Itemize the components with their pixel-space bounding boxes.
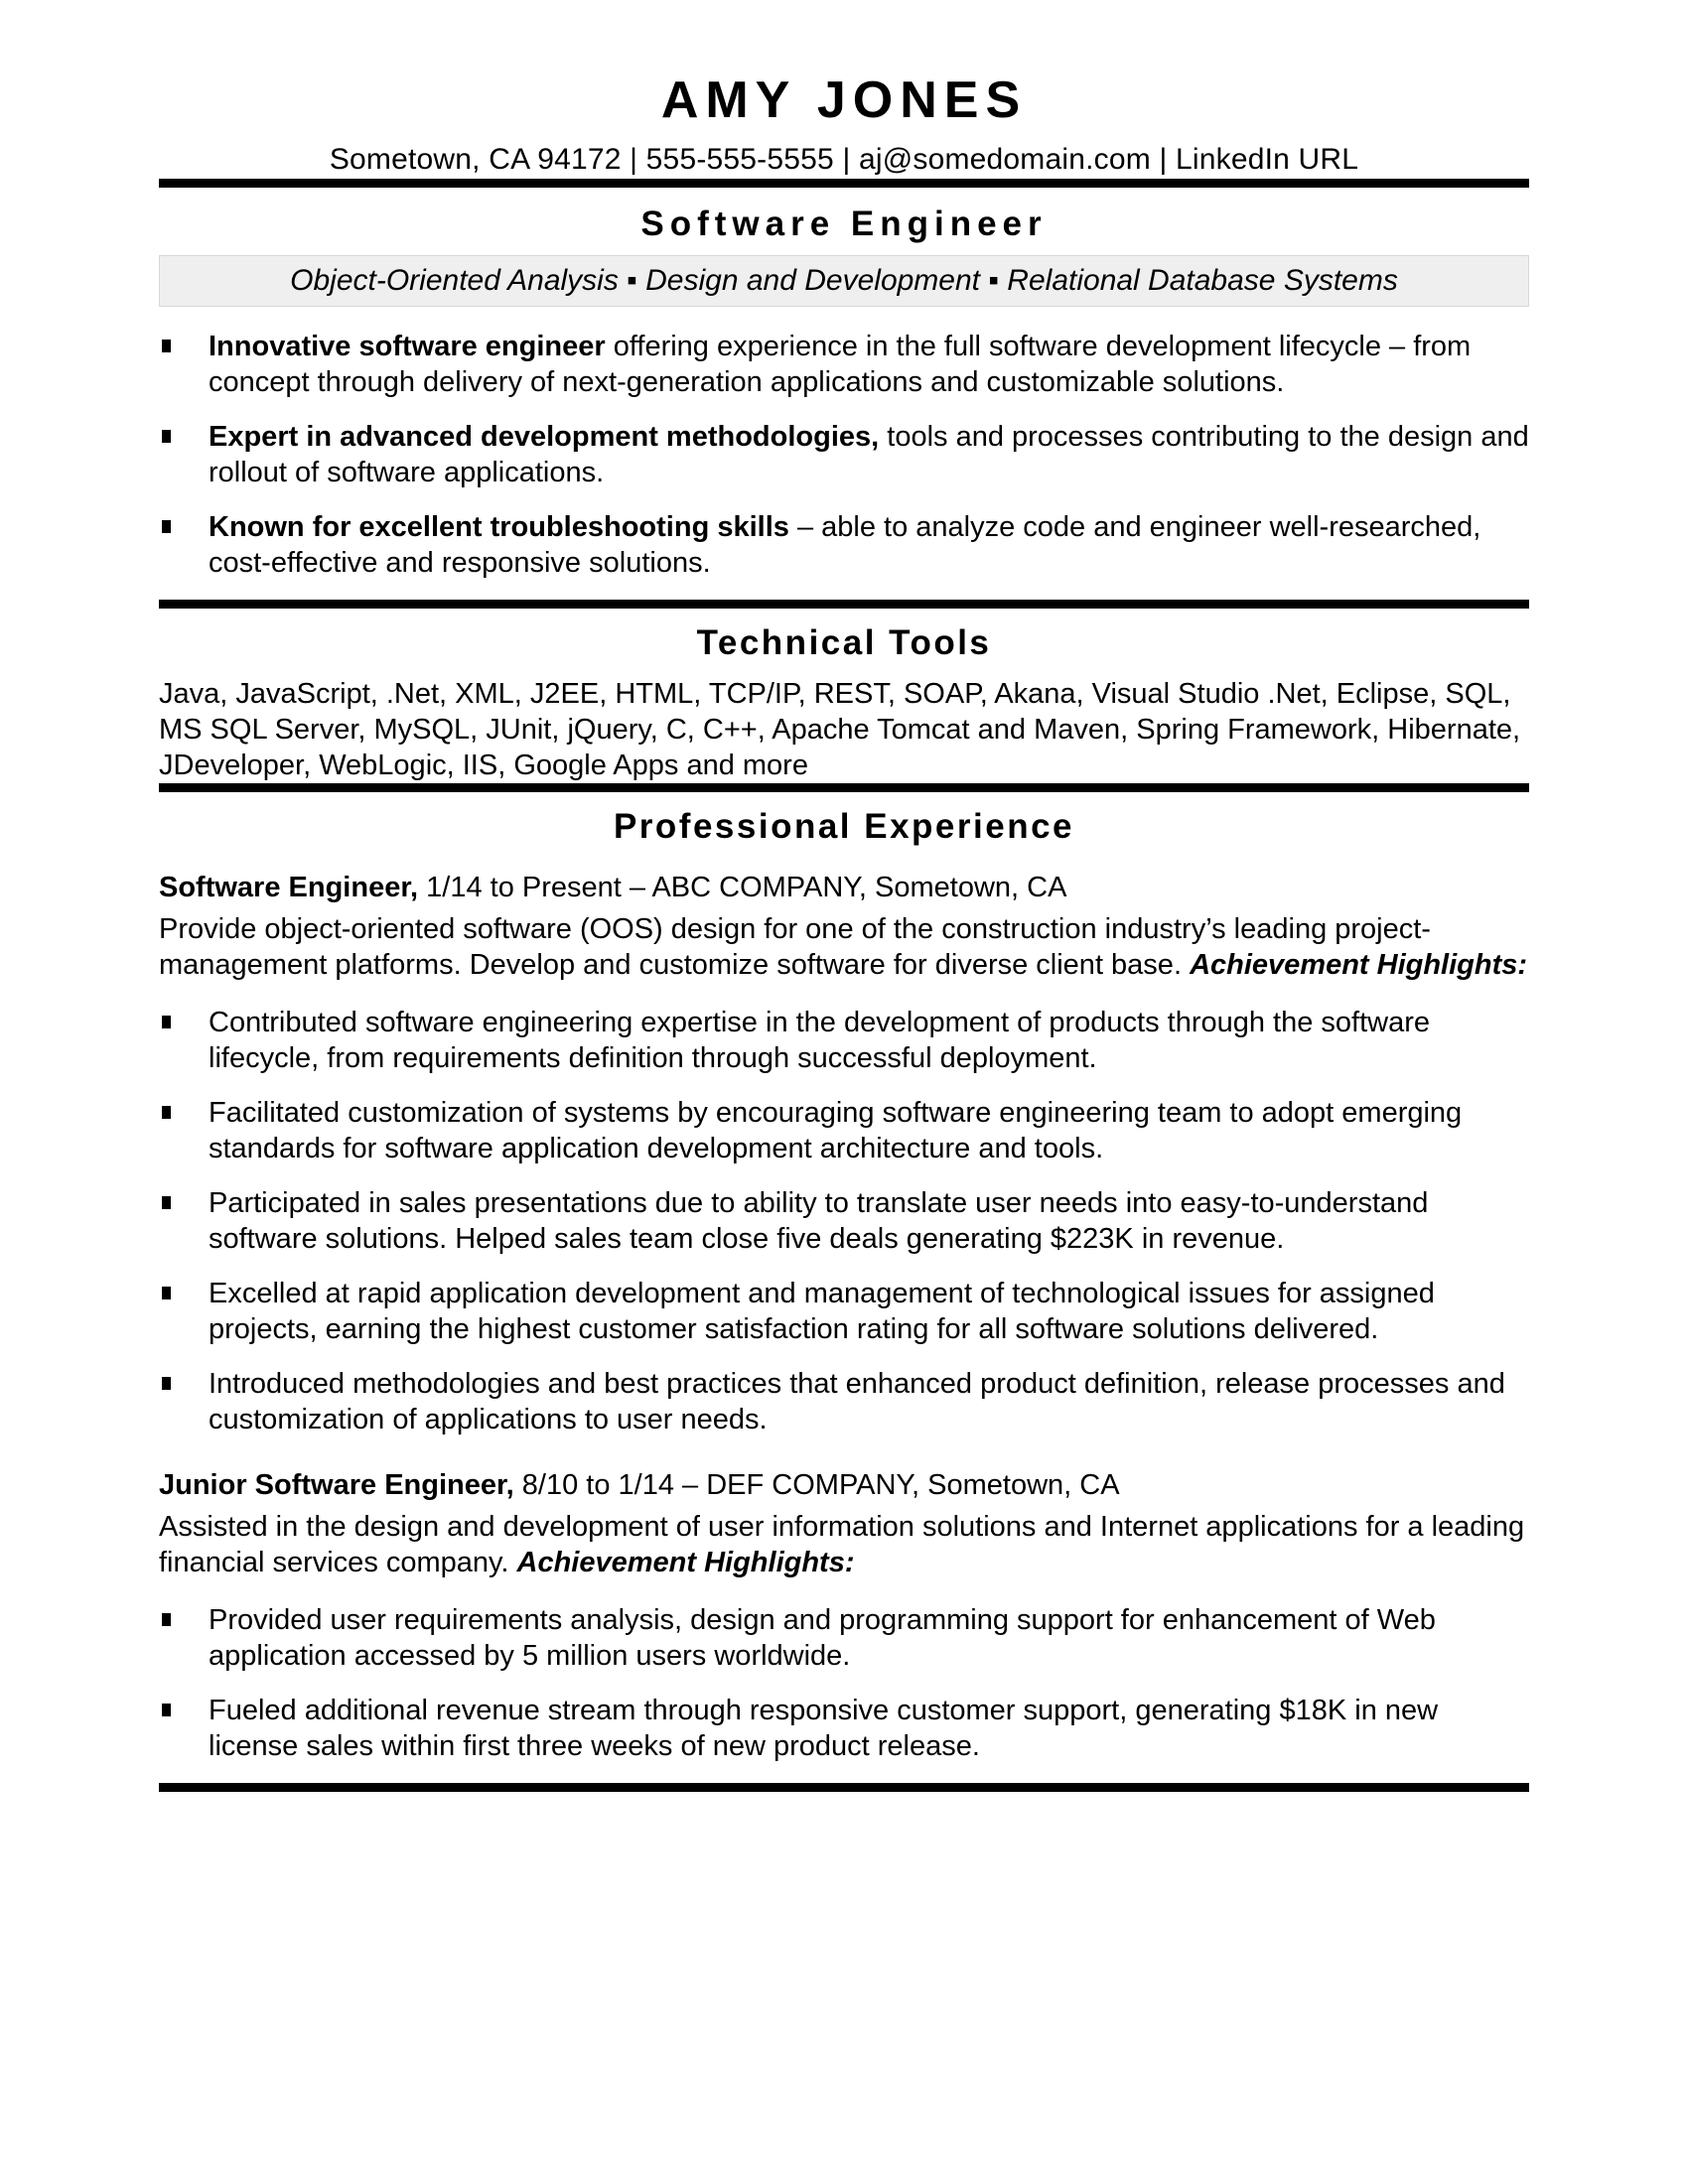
job-bullet-item: [159, 1693, 1529, 1764]
job-bullet-item: [159, 1095, 1529, 1166]
job-bullet-list: [159, 1602, 1529, 1764]
bullet-square-icon: [162, 1704, 171, 1716]
job-description: [159, 911, 1529, 983]
header-divider: [159, 179, 1529, 188]
job-description: [159, 1509, 1529, 1580]
job-bullet-item: [159, 1276, 1529, 1347]
technical-tools-text: Java, JavaScript, .Net, XML, J2EE, HTML, TCP/IP, REST, SOAP, Akana, Visual Studio .Net, Eclipse, SQL, MS SQL Server, MySQL, JUnit, jQuery, C, C++, Apache Tomcat and Maven, Spring Framework, Hibernate, JDeveloper, WebLogic, IIS, Google Apps and more: [159, 678, 1521, 781]
job-description-text: Provide object-oriented software (OOS) design for one of the construction industry’s leading project- management platforms. Develop and customize software for diverse client base.: [159, 913, 1431, 981]
job-bullet-text: Introduced methodologies and best practices that enhanced product definition, release processes and customization of applications to user needs.: [209, 1368, 1505, 1435]
candidate-name: AMY JONES: [660, 71, 1028, 129]
job-bullet-list: [159, 1005, 1529, 1437]
achievement-highlights-label: Achievement Highlights:: [516, 1547, 855, 1578]
job-bullet-item: [159, 1005, 1529, 1076]
summary-bullet-rest: tools and processes contributing to the design and rollout of software applications.: [209, 421, 1529, 488]
section-divider: [159, 600, 1529, 609]
contact-line: Sometown, CA 94172 | 555-555-5555 | aj@somedomain.com | LinkedIn URL: [329, 143, 1359, 176]
footer-divider: [159, 1783, 1529, 1792]
job-bullet-item: [159, 1602, 1529, 1674]
summary-bullet-lead: Expert in advanced development methodologies,: [209, 421, 880, 453]
bullet-square-icon: [162, 1377, 171, 1390]
bullet-square-icon: [162, 1106, 171, 1119]
summary-bullet-rest: – able to analyze code and engineer well-researched, cost-effective and responsive solutions.: [209, 511, 1481, 579]
bullet-square-icon: [162, 340, 171, 352]
job-bullet-item: [159, 1366, 1529, 1437]
job-title: Software Engineer,: [159, 872, 419, 903]
bullet-square-icon: [162, 1287, 171, 1299]
job-bullet-text: Excelled at rapid application development and management of technological issues for assigned projects, earning the highest customer satisfaction rating for all software solutions delivered.: [209, 1278, 1435, 1345]
summary-bullet-item: [159, 329, 1529, 400]
section-heading-professional-experience: Professional Experience: [613, 807, 1075, 846]
summary-bullet-item: [159, 509, 1529, 581]
summary-bullet-item: [159, 419, 1529, 490]
job-description-text: Assisted in the design and development of user information solutions and Internet applications for a leading financial services company.: [159, 1511, 1525, 1578]
job-bullet-text: Fueled additional revenue stream through responsive customer support, generating $18K in new license sales within first three weeks of new product release.: [209, 1695, 1439, 1762]
job-bullet-text: Provided user requirements analysis, design and programming support for enhancement of Web application accessed by 5 million users worldwide.: [209, 1604, 1436, 1672]
job-meta: 8/10 to 1/14 – DEF COMPANY, Sometown, CA: [513, 1469, 1120, 1501]
bullet-square-icon: [162, 1016, 171, 1028]
job-entry-abc-company: [159, 870, 1529, 1437]
bullet-square-icon: [162, 1196, 171, 1209]
bullet-square-icon: [162, 430, 171, 443]
summary-bullet-lead: Innovative software engineer: [209, 331, 606, 362]
bullet-square-icon: [162, 1613, 171, 1626]
job-meta: 1/14 to Present – ABC COMPANY, Sometown, CA: [418, 872, 1067, 903]
headline-job-title: Software Engineer: [640, 205, 1048, 243]
summary-bullet-list: [159, 329, 1529, 581]
job-bullet-item: [159, 1185, 1529, 1257]
skills-banner-text: Object-Oriented Analysis ▪ Design and Development ▪ Relational Database Systems: [290, 264, 1398, 297]
job-bullet-text: Participated in sales presentations due to ability to translate user needs into easy-to-understand software solutions. Helped sales team close five deals generating $223K in revenue.: [209, 1187, 1429, 1255]
job-header: [159, 1467, 1529, 1503]
bullet-square-icon: [162, 520, 171, 533]
job-bullet-text: Contributed software engineering expertise in the development of products through the software lifecycle, from requirements definition through successful deployment.: [209, 1007, 1431, 1074]
job-bullet-text: Facilitated customization of systems by encouraging software engineering team to adopt emerging standards for software application development architecture and tools.: [209, 1097, 1463, 1164]
section-divider: [159, 783, 1529, 792]
job-title: Junior Software Engineer,: [159, 1469, 514, 1501]
summary-bullet-lead: Known for excellent troubleshooting skills: [209, 511, 789, 543]
achievement-highlights-label: Achievement Highlights:: [1190, 949, 1528, 981]
summary-bullet-rest: offering experience in the full software development lifecycle – from concept through delivery of next-generation applications and customizable solutions.: [209, 331, 1472, 398]
job-header: [159, 870, 1529, 905]
job-entry-def-company: [159, 1467, 1529, 1764]
skills-banner: [159, 255, 1529, 307]
section-heading-technical-tools: Technical Tools: [696, 623, 992, 662]
